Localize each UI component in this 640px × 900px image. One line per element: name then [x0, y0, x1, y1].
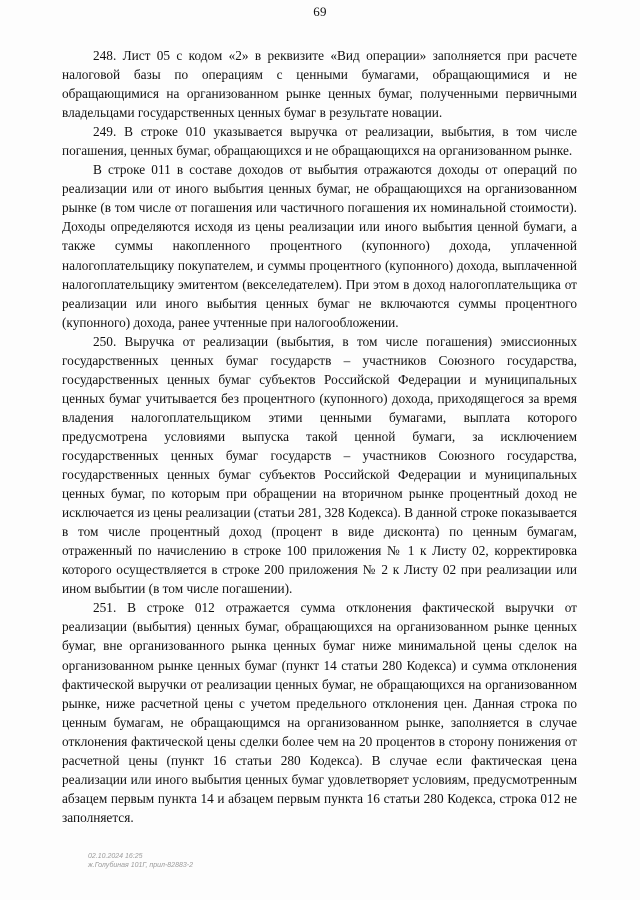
document-footer-stamp: [88, 852, 193, 870]
paragraph-249: 249. В строке 010 указывается выручка от реализации, выбытия, в том числе погашения, ценных бумаг, обращающихся и не обращающихся на организованном рынке.: [62, 124, 577, 159]
paragraph-251: 251. В строке 012 отражается сумма отклонения фактической выручки от реализации (выбытия) ценных бумаг, обращающихся на организованном рынке ценных бумаг, вне организованного рынка ценных бумаг ниже минимальной цены сделок на организованном рынке ценных бумаг (пункт 14 статьи 280 Кодекса) и сумма отклонения фактической выручки от реализации ценных бумаг, не обращающихся на организованном рынке, ниже расчетной цены с учетом предельного отклонения цен. Данная строка по ценным бумагам, не обращающимся на организованном рынке, заполняется в случае отклонения фактической цены сделки более чем на 20 процентов в сторону понижения от расчетной цены (пункт 16 статьи 280 Кодекса). В случае если фактическая цена реализации или иного выбытия ценных бумаг удовлетворяет условиям, предусмотренным абзацем первым пункта 14 и абзацем первым пункта 16 статьи 280 Кодекса, строка 012 не заполняется.: [62, 600, 577, 825]
document-body: [62, 46, 577, 827]
footer-document-id: ж.Голубиная 101Г, прил-82883-2: [88, 862, 193, 869]
paragraph-249-line-011: В строке 011 в составе доходов от выбытия отражаются доходы от операций по реализации или от иного выбытия ценных бумаг, не обращающихся на организованном рынке (в том числе от погашения или частичного погашения их номинальной стоимости). Доходы определяются исходя из цены реализации или иного выбытия ценной бумаги, а также суммы накопленного процентного (купонного) дохода, уплаченной налогоплательщику покупателем, и суммы процентного (купонного) дохода, выплаченной налогоплательщику эмитентом (векселедателем). При этом в доход налогоплательщика от реализации или иного выбытия ценных бумаг не включаются суммы процентного (купонного) дохода, ранее учтенные при налогообложении.: [62, 162, 577, 330]
page-number: 69: [313, 4, 327, 19]
footer-timestamp: 02.10.2024 16:25: [88, 853, 143, 860]
paragraph-248: 248. Лист 05 с кодом «2» в реквизите «Вид операции» заполняется при расчете налоговой базы по операциям с ценными бумагами, обращающимися и не обращающимися на организованном рынке ценных бумаг, полученными первичными владельцами государственных ценных бумаг в результате новации.: [62, 48, 577, 121]
paragraph-250: 250. Выручка от реализации (выбытия, в том числе погашения) эмиссионных государственных ценных бумаг государств – участников Союзного государства, государственных ценных бумаг субъектов Российской Федерации и муниципальных ценных бумаг учитывается без процентного (купонного) дохода, приходящегося за время владения налогоплательщиком этими ценными бумагами, выплата которого предусмотрена условиями выпуска такой ценной бумаги, за исключением государственных ценных бумаг государств – участников Союзного государства, государственных ценных бумаг субъектов Российской Федерации и муниципальных ценных бумаг, по которым при обращении на вторичном рынке процентный доход не исключается из цены реализации (статьи 281, 328 Кодекса). В данной строке показывается в том числе процентный доход (процент в виде дисконта) по ценным бумагам, отраженный по начислению в строке 100 приложения № 1 к Листу 02, корректировка которого осуществляется в строке 200 приложения № 2 к Листу 02 при реализации или ином выбытии (в том числе погашении).: [62, 333, 577, 597]
